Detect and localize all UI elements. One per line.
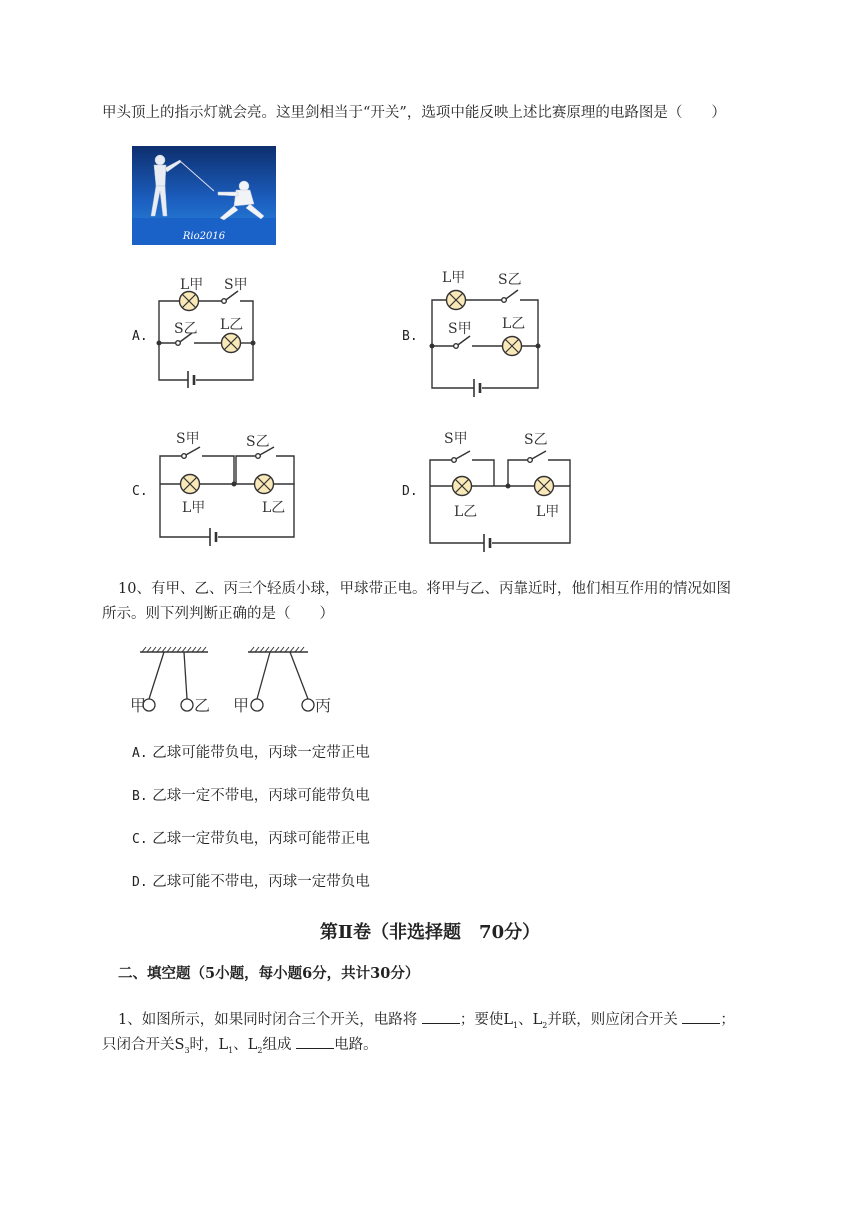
q1-text-part2: ；要使L [459, 1012, 513, 1028]
circuit-c-lamp2-label: L乙 [262, 500, 286, 516]
q10-stem-line1: 10、有甲、乙、丙三个轻质小球，甲球带正电。将甲与乙、丙靠近时，他们相互作用的情况如图 [118, 581, 731, 597]
option-c-letter[interactable]: C. [132, 484, 148, 499]
q1-sub3: 3 [184, 1045, 190, 1055]
q10-option-d[interactable] [132, 872, 370, 893]
q1-line1 [118, 1009, 735, 1036]
q1-text-part7: 时，L [189, 1037, 229, 1053]
photo-logo [182, 231, 226, 242]
svg-text:Rio2016: Rio2016 [182, 231, 226, 242]
q10-option-b-letter: B. [132, 789, 148, 804]
q10-option-c[interactable] [132, 829, 370, 850]
q1-sub5: 2 [257, 1045, 263, 1055]
answer-blank-3[interactable] [296, 1034, 334, 1049]
circuit-c[interactable] [154, 426, 300, 552]
q1-text-part3: 、L [518, 1012, 543, 1028]
q1-text-part1: 1、如图所示，如果同时闭合三个开关，电路将 [118, 1012, 418, 1028]
q1-sub1: 1 [512, 1020, 519, 1030]
circuit-b-top-lamp-label: L甲 [442, 270, 466, 286]
q1-text-part8: 、L [233, 1037, 258, 1053]
circuit-b-top-switch-label: S乙 [498, 272, 522, 288]
answer-blank-2[interactable] [682, 1009, 720, 1024]
q10-option-a[interactable] [132, 743, 370, 764]
circuit-b-mid-lamp-label: L乙 [502, 316, 526, 332]
part2-title: 第Ⅱ卷（非选择题 70分） [319, 922, 541, 943]
fig-left-a-label: 甲 [130, 696, 147, 715]
circuit-d-sw1-label: S甲 [444, 431, 468, 447]
option-b-letter[interactable]: B. [402, 329, 418, 344]
q10-option-a-letter: A. [132, 746, 148, 761]
circuit-a-mid-switch-label: S乙 [174, 321, 198, 337]
q1-text-part9: 组成 [262, 1037, 292, 1053]
q10-option-b-text: 乙球一定不带电，丙球可能带负电 [152, 788, 370, 804]
q10-option-d-text: 乙球可能不带电，丙球一定带负电 [152, 874, 370, 890]
q1-sub4: 1 [228, 1045, 234, 1055]
circuit-a-top-lamp-label: L甲 [180, 277, 204, 293]
q10-option-c-text: 乙球一定带负电，丙球可能带正电 [152, 831, 370, 847]
circuit-d[interactable] [424, 426, 576, 556]
section-fill-blank-heading: 二、填空题（5小题，每小题6分，共计30分） [118, 965, 420, 982]
pendulum-figure [130, 644, 340, 722]
q1-text-part4: 并联，则应闭合开关 [547, 1012, 678, 1028]
circuit-a[interactable] [154, 270, 264, 388]
circuit-c-sw1-label: S甲 [176, 431, 200, 447]
circuit-d-lamp2-label: L甲 [536, 504, 560, 520]
fig-right-b-label: 丙 [315, 696, 332, 715]
q10-option-b[interactable] [132, 786, 370, 807]
q1-line2 [102, 1034, 378, 1061]
fig-right-a-label: 甲 [233, 696, 250, 715]
answer-blank-1[interactable] [422, 1009, 460, 1024]
circuit-c-sw2-label: S乙 [246, 434, 270, 450]
q10-option-d-letter: D. [132, 875, 148, 890]
option-a-letter[interactable]: A. [132, 329, 148, 344]
circuit-d-sw2-label: S乙 [524, 432, 548, 448]
q1-text-part5: ； [720, 1012, 735, 1028]
q1-text-part6: 只闭合开关S [102, 1037, 185, 1053]
q1-sub2: 2 [542, 1020, 548, 1030]
q10-option-a-text: 乙球可能带负电，丙球一定带正电 [152, 745, 370, 761]
q10-stem-line2: 所示。则下列判断正确的是（ ） [102, 606, 334, 622]
fig-left-b-label: 乙 [194, 696, 211, 715]
option-d-letter[interactable]: D. [402, 484, 418, 499]
circuit-a-top-switch-label: S甲 [224, 277, 248, 293]
q1-text-part10: 电路。 [334, 1037, 378, 1053]
fencing-photo [132, 146, 276, 245]
circuit-c-lamp1-label: L甲 [182, 500, 206, 516]
circuit-a-mid-lamp-label: L乙 [220, 317, 244, 333]
circuit-b-mid-switch-label: S甲 [448, 321, 472, 337]
q10-option-c-letter: C. [132, 832, 148, 847]
circuit-d-lamp1-label: L乙 [454, 504, 478, 520]
q9-stem-tail: 甲头顶上的指示灯就会亮。这里剑相当于“开关”，选项中能反映上述比赛原理的电路图是（ ） [102, 105, 726, 121]
circuit-b[interactable] [426, 266, 546, 398]
